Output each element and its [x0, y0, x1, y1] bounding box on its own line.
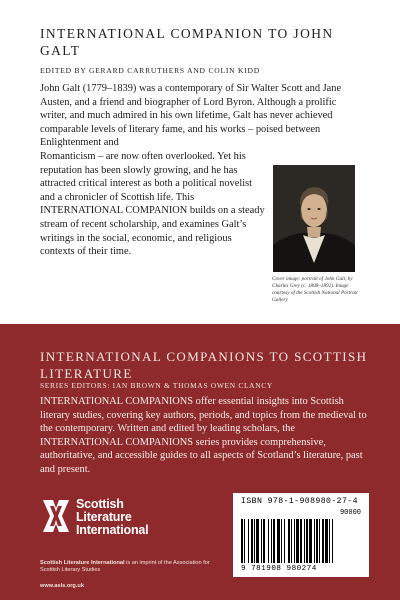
- series-description: INTERNATIONAL COMPANIONS offer essential insights into Scottish literary studies, covering key authors, periods, and topics from the medieval to the contemporary. Written and edited by leading scholars, the INTERNATIONAL COMPANIONS series provides comprehensive, authoritative, and accessible guides to all aspects of Scotland’s literature, past and present.: [40, 396, 367, 475]
- barcode-panel: [233, 493, 369, 577]
- logo-line-1: Scottish: [76, 497, 124, 511]
- barcode-bar: [319, 519, 320, 563]
- barcode-bar: [291, 519, 292, 563]
- barcode-bar: [332, 519, 333, 563]
- barcode-bar: [277, 519, 280, 563]
- barcode-bar: [271, 519, 272, 563]
- barcode-bar: [294, 519, 295, 563]
- barcode-bar: [268, 519, 269, 563]
- blurb-text-wide: John Galt (1779–1839) was a contemporary of Sir Walter Scott and Jane Austen, and a friend and biographer of Lord Byron. Although a prolific writer, and much admired in his own lifetime, Galt has never achieved comparable levels of literary fame, and his works – poised between Enlightenment and: [40, 83, 342, 149]
- blurb-text-narrow: Romanticism – are now often overlooked. Yet his reputation has been slowly growing, and he has attracted critical interest as both a political novelist and a chronicler of Scottish life. This INTERNATIONAL COMPANION builds on a steady stream of recent scholarship, and examines Galt’s writings in the social, economic, and religious contexts of their time.: [40, 150, 265, 258]
- barcode-bar: [325, 519, 328, 563]
- imprint-name: Scottish Literature International: [40, 560, 125, 566]
- barcode-bar: [329, 519, 330, 563]
- barcode-bar: [306, 519, 308, 563]
- portrait-painting: [273, 165, 355, 272]
- publisher-logo: [40, 494, 230, 542]
- imprint-rest: is an imprint of the Association for Scottish Literary Studies: [40, 560, 210, 574]
- barcode-bar: [322, 519, 324, 563]
- barcode-bar: [261, 519, 262, 563]
- barcode-bar: [254, 519, 255, 563]
- imprint-note: [40, 560, 230, 574]
- barcode-bar: [288, 519, 290, 563]
- publisher-website: www.asls.org.uk: [40, 583, 84, 589]
- barcode-bar: [248, 519, 249, 563]
- barcode-bar: [281, 519, 282, 563]
- barcode-bar: [244, 519, 245, 563]
- logo-line-3: International: [76, 523, 149, 537]
- barcode-bar: [314, 519, 315, 563]
- book-title: INTERNATIONAL COMPANION TO JOHN GALT: [40, 26, 334, 58]
- barcode-bar: [251, 519, 253, 563]
- series-title: INTERNATIONAL COMPANIONS TO SCOTTISH LITERATURE: [40, 349, 368, 381]
- barcode-bar: [316, 519, 318, 563]
- ean-digits: 9 781908 980274: [241, 565, 317, 573]
- barcode-bar: [300, 519, 302, 563]
- barcode-bar: [304, 519, 305, 563]
- barcode-bar: [309, 519, 312, 563]
- barcode-bar: [263, 519, 265, 563]
- series-editors: SERIES EDITORS: IAN BROWN & THOMAS OWEN CLANCY: [40, 381, 273, 390]
- barcode-bar: [284, 519, 285, 563]
- publisher-logo-text: [76, 498, 148, 537]
- logo-line-2: Literature: [76, 510, 132, 524]
- book-editors: EDITED BY GERARD CARRUTHERS AND COLIN KIDD: [40, 66, 260, 75]
- barcode-graphic: [241, 519, 361, 563]
- barcode-bar: [296, 519, 299, 563]
- portrait-image: [273, 165, 355, 272]
- price-code: 90000: [339, 509, 361, 517]
- barcode-bar: [273, 519, 275, 563]
- cover-image-caption: Cover image: portrait of John Galt, by Charles Grey (c. 1808–1892). Image courtesy of the Scottish National Portrait Gallery: [272, 276, 358, 303]
- isbn-text: ISBN 978-1-908980-27-4: [241, 497, 358, 506]
- barcode-bar: [241, 519, 243, 563]
- barcode-bar: [256, 519, 259, 563]
- saltire-icon: [40, 494, 72, 538]
